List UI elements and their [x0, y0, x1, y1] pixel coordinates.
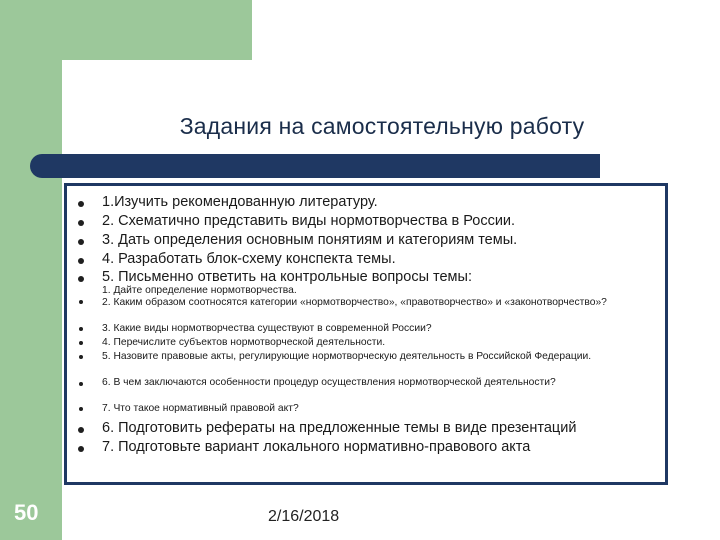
- bullet-icon: [78, 220, 84, 226]
- bullet-icon: [79, 341, 83, 345]
- question-text: 6. В чем заключаются особенности процедур осуществления нормотворческой деятельности?: [102, 377, 556, 388]
- top-decor-band: [62, 0, 252, 60]
- task-text: 6. Подготовить рефераты на предложенные темы в виде презентаций: [102, 420, 577, 436]
- title-underline-bar: [30, 154, 600, 178]
- content-box: [64, 183, 668, 485]
- page-number: 50: [14, 500, 39, 525]
- bullet-icon: [78, 201, 84, 207]
- question-text: 5. Назовите правовые акты, регулирующие нормотворческую деятельность в Российской Федерации.: [102, 351, 592, 362]
- slide-date: 2/16/2018: [268, 508, 340, 525]
- bullet-icon: [79, 327, 83, 331]
- task-text: 4. Разработать блок-схему конспекта темы.: [102, 251, 396, 267]
- task-text: 3. Дать определения основным понятиям и категориям темы.: [102, 232, 518, 248]
- question-text: 3. Какие виды нормотворчества существуют в современной России?: [102, 323, 432, 334]
- question-text: 2. Каким образом соотносятся категории «нормотворчество», «правотворчество» и «законотворчество»?: [102, 297, 607, 308]
- bullet-icon: [78, 427, 84, 433]
- question-text: 4. Перечислите субъектов нормотворческой деятельности.: [102, 337, 386, 348]
- slide-title: Задания на самостоятельную работу: [179, 113, 585, 139]
- bullet-icon: [78, 276, 84, 282]
- bullet-icon: [79, 355, 83, 359]
- task-text: 7. Подготовьте вариант локального нормативно-правового акта: [102, 439, 531, 455]
- bullet-icon: [78, 258, 84, 264]
- bullet-icon: [79, 300, 83, 304]
- task-text: 5. Письменно ответить на контрольные вопросы темы:: [102, 269, 472, 285]
- left-decor-band: [0, 0, 62, 540]
- question-text: 1. Дайте определение нормотворчества.: [102, 285, 297, 296]
- bullet-icon: [78, 239, 84, 245]
- task-text: 2. Схематично представить виды нормотворчества в России.: [102, 213, 516, 229]
- question-text: 7. Что такое нормативный правовой акт?: [102, 403, 299, 414]
- task-text: 1.Изучить рекомендованную литературу.: [102, 194, 378, 210]
- bullet-icon: [78, 446, 84, 452]
- bullet-icon: [79, 407, 83, 411]
- bullet-icon: [79, 382, 83, 386]
